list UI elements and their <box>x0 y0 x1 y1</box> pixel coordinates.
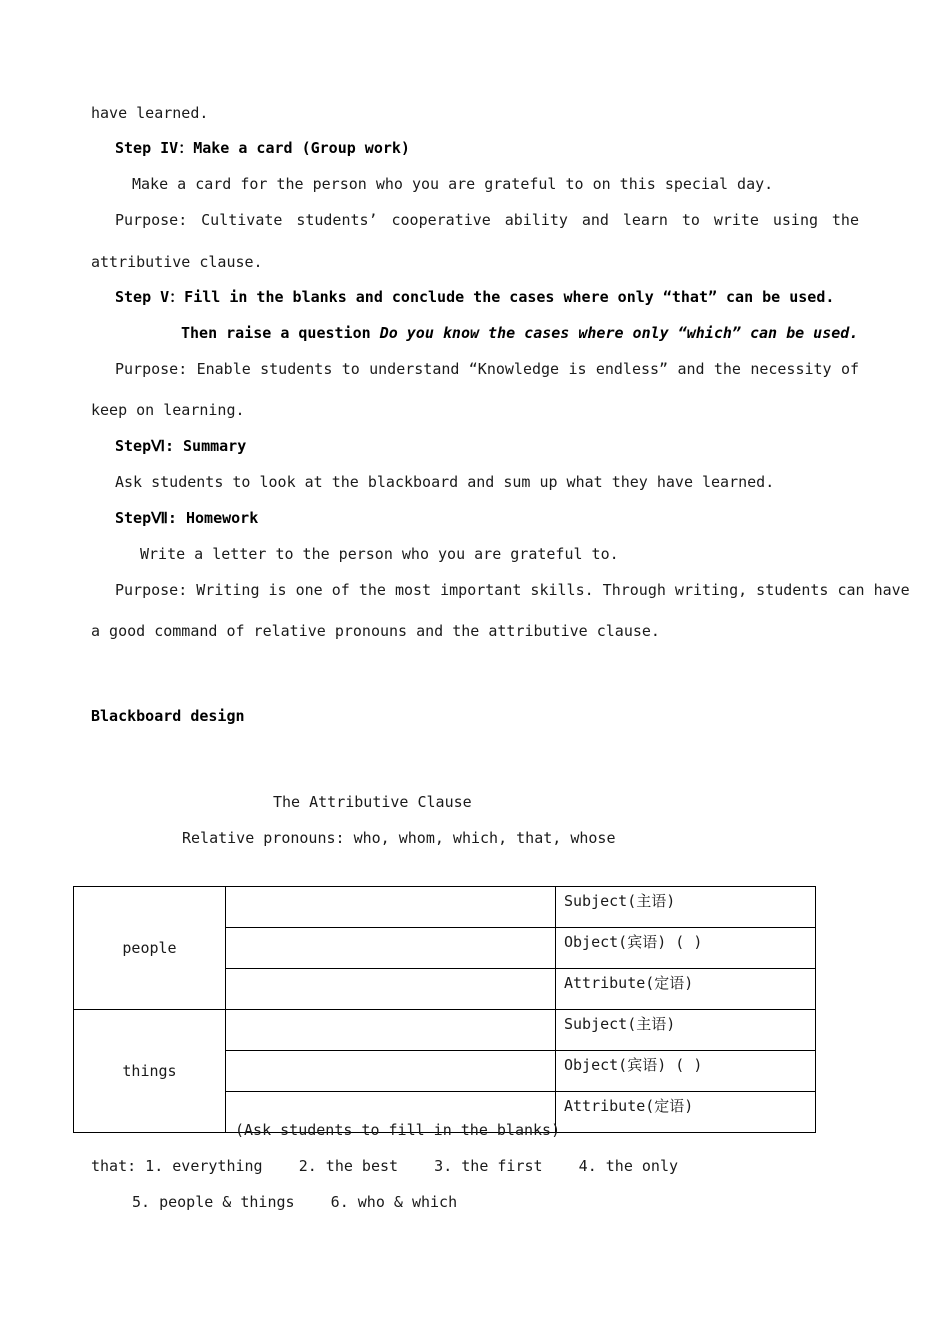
step4-text: Make a card for the person who you are grateful to on this special day. <box>132 175 774 193</box>
purpose-word: cooperative <box>391 211 491 229</box>
step4-purpose-cont: attributive clause. <box>91 253 263 271</box>
step5-question <box>181 323 858 343</box>
role-attribute: Attribute(定语) <box>556 969 816 1010</box>
purpose-word: endless” <box>595 360 669 378</box>
purpose-word: of <box>840 360 859 378</box>
step6-text: Ask students to look at the blackboard and sum up what they have learned. <box>115 473 775 491</box>
step4-title: Step IV：Make a card (Group work) <box>115 139 410 157</box>
step4-purpose <box>115 210 859 230</box>
purpose-word: Cultivate <box>201 211 283 229</box>
category-things: things <box>74 1010 226 1133</box>
purpose-word: students’ <box>296 211 378 229</box>
step7-purpose: Purpose: Writing is one of the most important skills. Through writing, students can have <box>115 581 910 599</box>
line-have-learned: have learned. <box>91 104 209 122</box>
blank-cell <box>226 969 556 1010</box>
purpose-word: and <box>677 360 705 378</box>
table-row <box>74 1010 816 1051</box>
role-subject: Subject(主语) <box>556 1010 816 1051</box>
step6-title: StepⅥ: Summary <box>115 437 247 455</box>
table-row <box>74 887 816 928</box>
step5-question-italic: Do you know the cases where only “which” can be used. <box>379 324 859 342</box>
purpose-word: to <box>341 360 360 378</box>
purpose-word: Purpose: <box>115 211 188 229</box>
step5-purpose <box>115 359 859 379</box>
category-people: people <box>74 887 226 1010</box>
that-cases-line1: that: 1. everything 2. the best 3. the first 4. the only <box>91 1157 678 1175</box>
blank-cell <box>226 1010 556 1051</box>
purpose-word: Purpose: <box>115 360 188 378</box>
role-object: Object(宾语) ( ) <box>556 928 816 969</box>
purpose-word: ability <box>504 211 568 229</box>
role-attribute: Attribute(定语) <box>556 1092 816 1133</box>
blank-cell <box>226 1051 556 1092</box>
purpose-word: understand <box>369 360 460 378</box>
purpose-word: is <box>568 360 587 378</box>
step7-text: Write a letter to the person who you are grateful to. <box>140 545 619 563</box>
purpose-word: “Knowledge <box>468 360 560 378</box>
blackboard-heading: Blackboard design <box>91 707 245 725</box>
purpose-word: necessity <box>750 360 832 378</box>
blank-cell <box>226 928 556 969</box>
blackboard-title: The Attributive Clause <box>273 793 472 811</box>
purpose-word: write <box>713 211 759 229</box>
purpose-word: using <box>772 211 819 229</box>
purpose-word: learn <box>622 211 668 229</box>
that-cases-line2: 5. people & things 6. who & which <box>132 1193 458 1211</box>
blackboard-table <box>73 886 816 1133</box>
role-subject: Subject(主语) <box>556 887 816 928</box>
purpose-word: Enable <box>196 360 251 378</box>
step5-title: Step V：Fill in the blanks and conclude the cases where only “that” can be used. <box>115 288 835 306</box>
step7-title: StepⅦ: Homework <box>115 509 259 527</box>
blackboard-note: (Ask students to fill in the blanks) <box>235 1121 561 1139</box>
purpose-word: the <box>831 211 859 229</box>
purpose-word: the <box>713 360 741 378</box>
step5-purpose-cont: keep on learning. <box>91 401 245 419</box>
purpose-word: students <box>260 360 333 378</box>
blackboard-pronouns: Relative pronouns: who, whom, which, that, whose <box>182 829 616 847</box>
purpose-word: and <box>581 211 609 229</box>
step5-question-prefix: Then raise a question <box>181 324 380 342</box>
step7-purpose-cont: a good command of relative pronouns and the attributive clause. <box>91 622 660 640</box>
blank-cell <box>226 887 556 928</box>
role-object: Object(宾语) ( ) <box>556 1051 816 1092</box>
purpose-word: to <box>681 211 700 229</box>
